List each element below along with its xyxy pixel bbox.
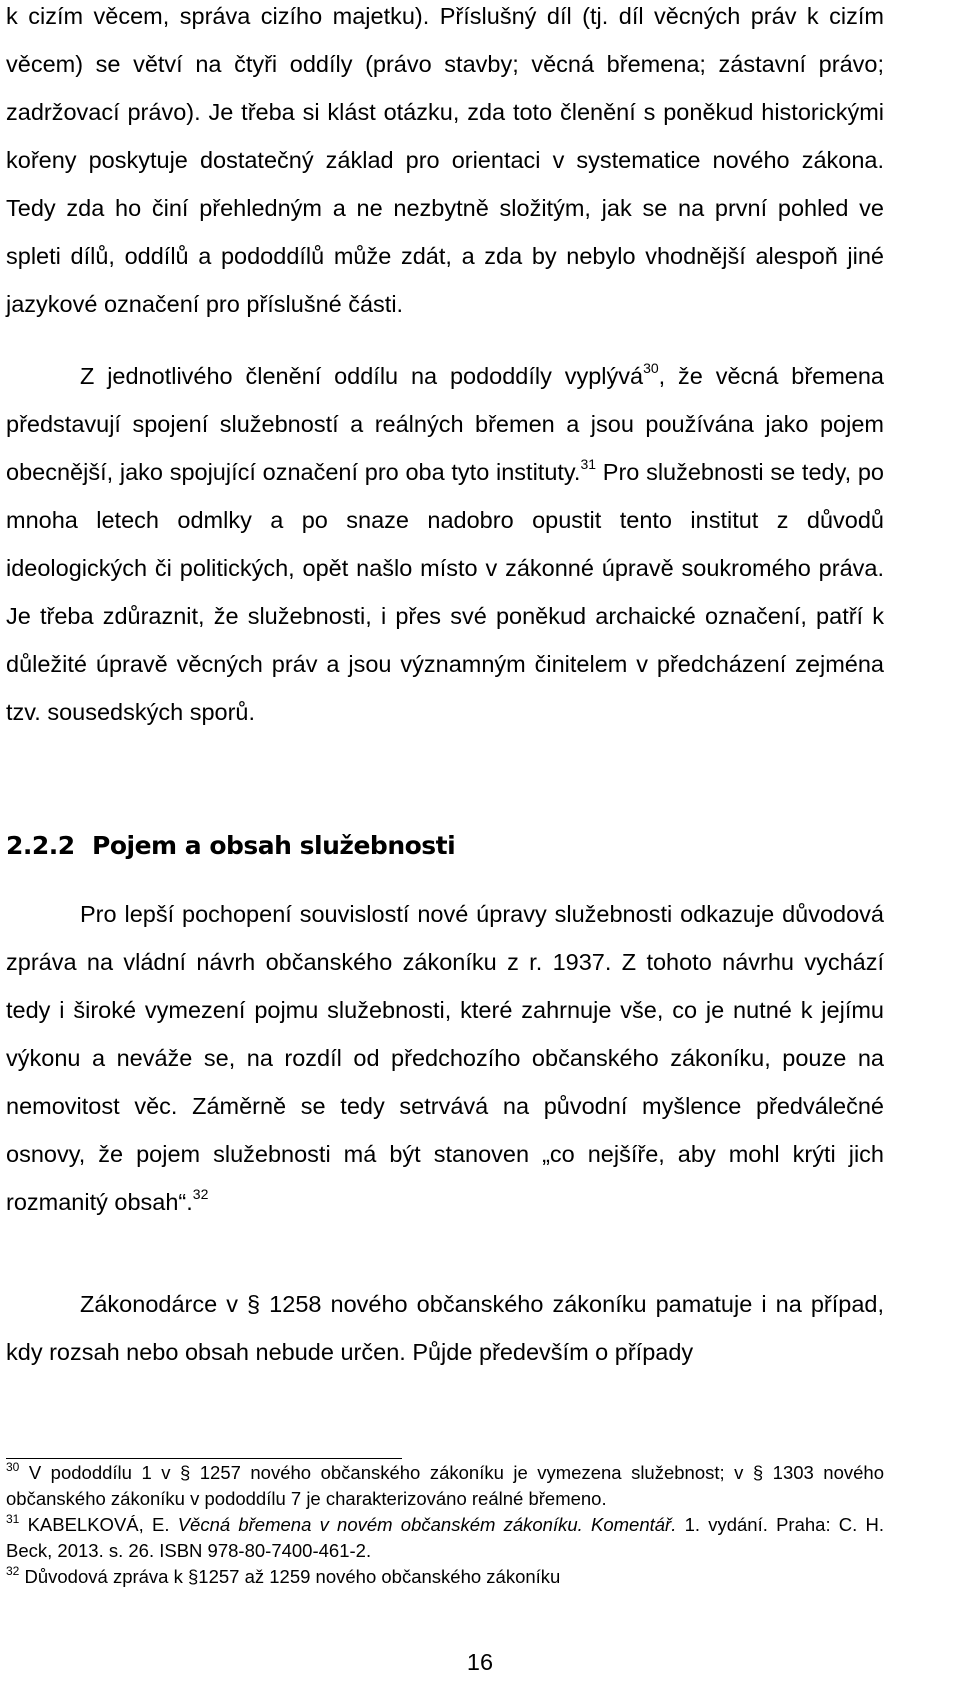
- footnote-marker: 31: [6, 1512, 20, 1526]
- footnote-text: V pododdílu 1 v § 1257 nového občanského zákoníku je vymezena služebnost; v § 1303 nového občanského zákoníku v pododdílu 7 je charakterizováno reálné břemeno.: [6, 1462, 884, 1509]
- footnote-text: Důvodová zpráva k §1257 až 1259 nového občanského zákoníku: [19, 1566, 561, 1587]
- paragraph-text: Z jednotlivého členění oddílu na pododdíly vyplývá: [80, 363, 644, 389]
- footnote-31: [6, 1512, 884, 1564]
- footnote-32: [6, 1564, 884, 1590]
- footnote-reference[interactable]: 31: [580, 456, 597, 472]
- section-number: 2.2.2: [6, 831, 75, 860]
- paragraph-intro: k cizím věcem, správa cizího majetku). Příslušný díl (tj. díl věcných práv k cizím věcem) se větví na čtyři oddíly (právo stavby; věcná břemena; zástavní právo; zadržovací právo). Je třeba si klást otázku, zda toto členění s poněkud historickými kořeny poskytuje dostatečný základ pro orientaci v systematice nového zákona. Tedy zda ho činí přehledným a ne nezbytně složitým, jak se na první pohled ve spleti dílů, oddílů a pododdílů může zdát, a zda by nebylo vhodnější alespoň jiné jazykové označení pro příslušné části.: [6, 3, 884, 317]
- paragraph-text: Pro lepší pochopení souvislostí nové úpravy služebnosti odkazuje důvodová zpráva na vládní návrh občanského zákoníku z r. 1937. Z tohoto návrhu vychází tedy i široké vymezení pojmu služebnosti, které zahrnuje vše, co je nutné k jejímu výkonu a neváže se, na rozdíl od předchozího občanského zákoníku, pouze na nemovitost věc. Záměrně se tedy setrvává na původní myšlence předválečné osnovy, že pojem služebnosti má být stanoven „co nejšíře, aby mohl krýti jich rozmanitý obsah“.: [6, 901, 884, 1215]
- footnote-reference[interactable]: 32: [192, 1186, 209, 1202]
- paragraph-easements-definition: [6, 352, 884, 736]
- footnote-text: 1. vydání. Praha: C. H. Beck, 2013. s. 26. ISBN 978-80-7400-461-2.: [6, 1514, 885, 1561]
- footnote-marker: 30: [6, 1460, 20, 1474]
- paragraph-text: , že věcná břemena představují spojení služebností a reálných břemen a jsou používána jako pojem obecnější, jako spojující označení pro oba tyto instituty.: [6, 363, 884, 485]
- footnote-marker: 32: [6, 1564, 20, 1578]
- footnote-separator: [6, 1458, 402, 1459]
- paragraph-text: Zákonodárce v § 1258 nového občanského zákoníku pamatuje i na případ, kdy rozsah nebo obsah nebude určen. Půjde především o případy: [6, 1291, 884, 1365]
- paragraph-text: Pro služebnosti se tedy, po mnoha letech odmlky a po snaze nadobro opustit tento institut z důvodů ideologických či politických, opět našlo místo v zákonné úpravě soukromého práva. Je třeba zdůraznit, že služebnosti, i přes své poněkud archaické označení, patří k důležité úpravě věcných práv a jsou významným činitelem v předcházení zejména tzv. sousedských sporů.: [6, 459, 884, 725]
- footnote-reference[interactable]: 30: [643, 360, 659, 376]
- footnotes: [6, 1460, 884, 1590]
- footnote-30: [6, 1460, 884, 1512]
- footnote-text: KABELKOVÁ, E.: [19, 1514, 178, 1535]
- page-number: 16: [466, 1649, 494, 1675]
- section-heading: [6, 822, 455, 870]
- paragraph-legislator: [6, 1280, 884, 1376]
- paragraph-concept: [6, 890, 884, 1226]
- footnote-book-title: Věcná břemena v novém občanském zákoníku. Komentář.: [177, 1514, 677, 1535]
- section-title: Pojem a obsah služebnosti: [92, 831, 456, 860]
